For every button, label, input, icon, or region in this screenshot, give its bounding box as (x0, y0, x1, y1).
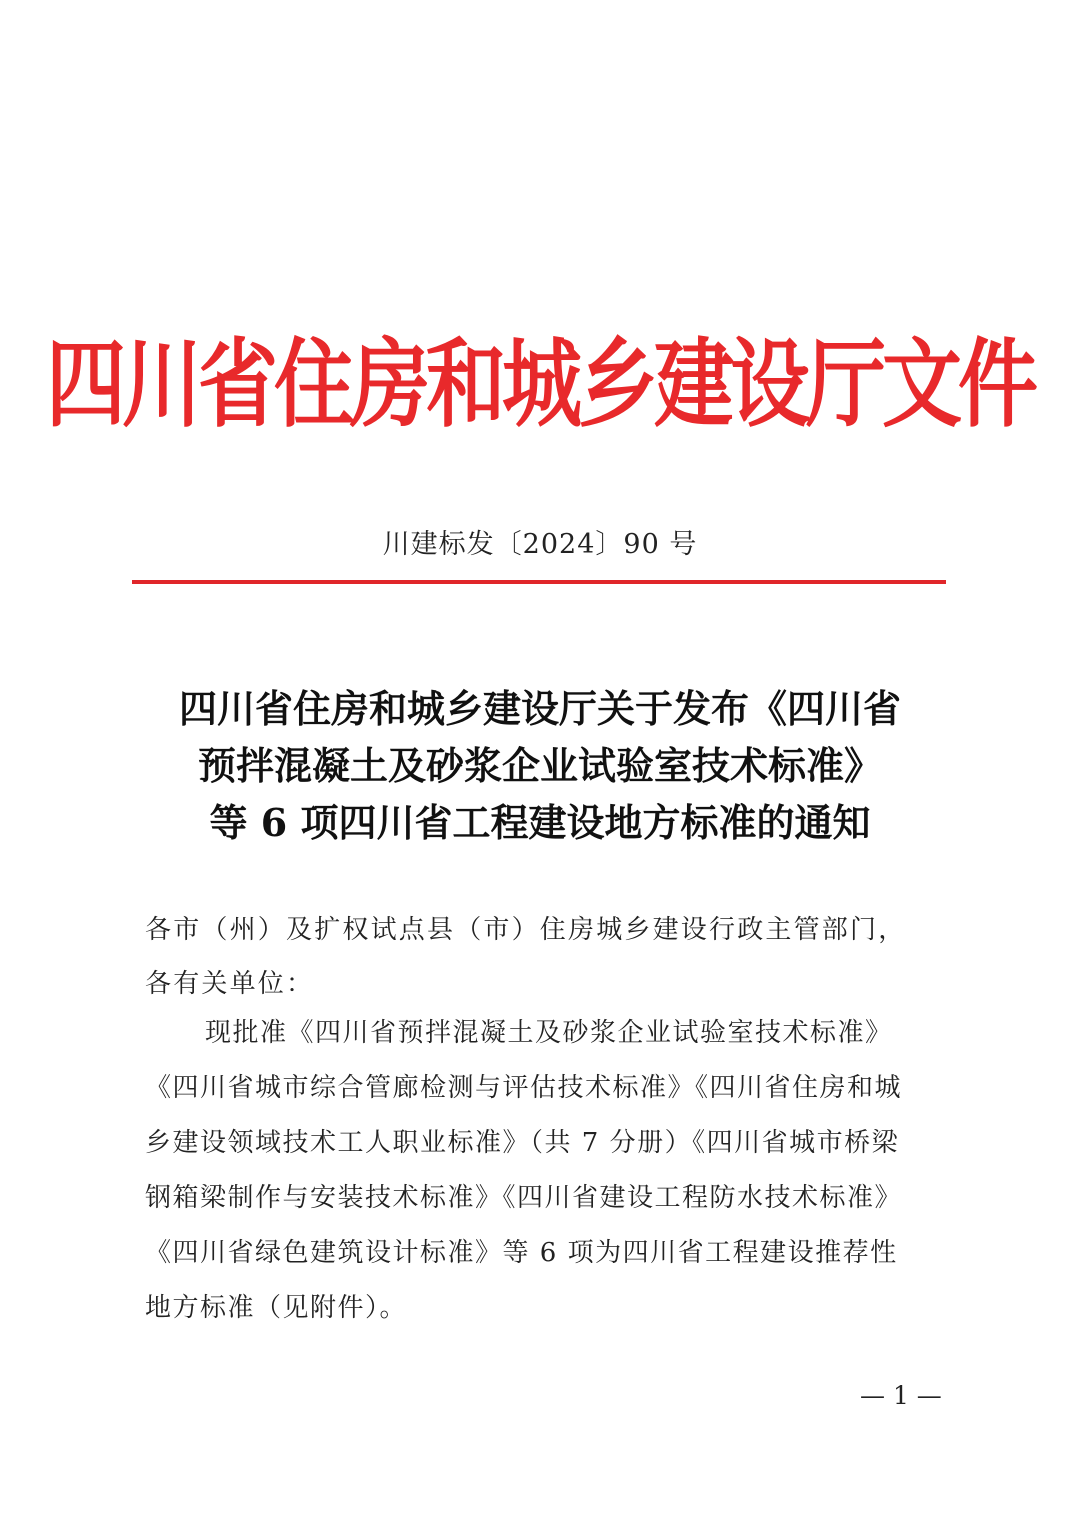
body-line-3: 乡建设领域技术工人职业标准》（共 7 分册）《四川省城市桥梁 (145, 1128, 900, 1158)
masthead-title: 四川省住房和城乡建设厅文件 (46, 327, 1034, 441)
body-line-6: 地方标准（见附件）。 (145, 1293, 408, 1323)
body-line-5: 《四川省绿色建筑设计标准》等 6 项为四川省工程建设推荐性 (145, 1238, 898, 1268)
page-number: — 1 — (860, 1381, 942, 1410)
body-line-1: 现批准《四川省预拌混凝土及砂浆企业试验室技术标准》 (205, 1018, 893, 1048)
document-number: 川建标发〔2024〕90 号 (382, 529, 698, 560)
notice-title-line-1: 四川省住房和城乡建设厅关于发布《四川省 (178, 686, 901, 731)
red-separator-line (132, 580, 946, 584)
body-paragraph (145, 1006, 945, 1336)
notice-title-line-2: 预拌混凝土及砂浆企业试验室技术标准》 (197, 743, 882, 788)
body-line-2: 《四川省城市综合管廊检测与评估技术标准》《四川省住房和城 (145, 1073, 903, 1103)
salutation (145, 903, 945, 1011)
salutation-line-1: 各市（州）及扩权试点县（市）住房城乡建设行政主管部门， (145, 915, 907, 945)
body-line-4: 钢箱梁制作与安装技术标准》《四川省建设工程防水技术标准》 (145, 1183, 903, 1213)
salutation-line-2: 各有关单位： (145, 969, 315, 999)
notice-title-line-3: 等 6 项四川省工程建设地方标准的通知 (209, 800, 871, 845)
notice-title (100, 680, 980, 851)
